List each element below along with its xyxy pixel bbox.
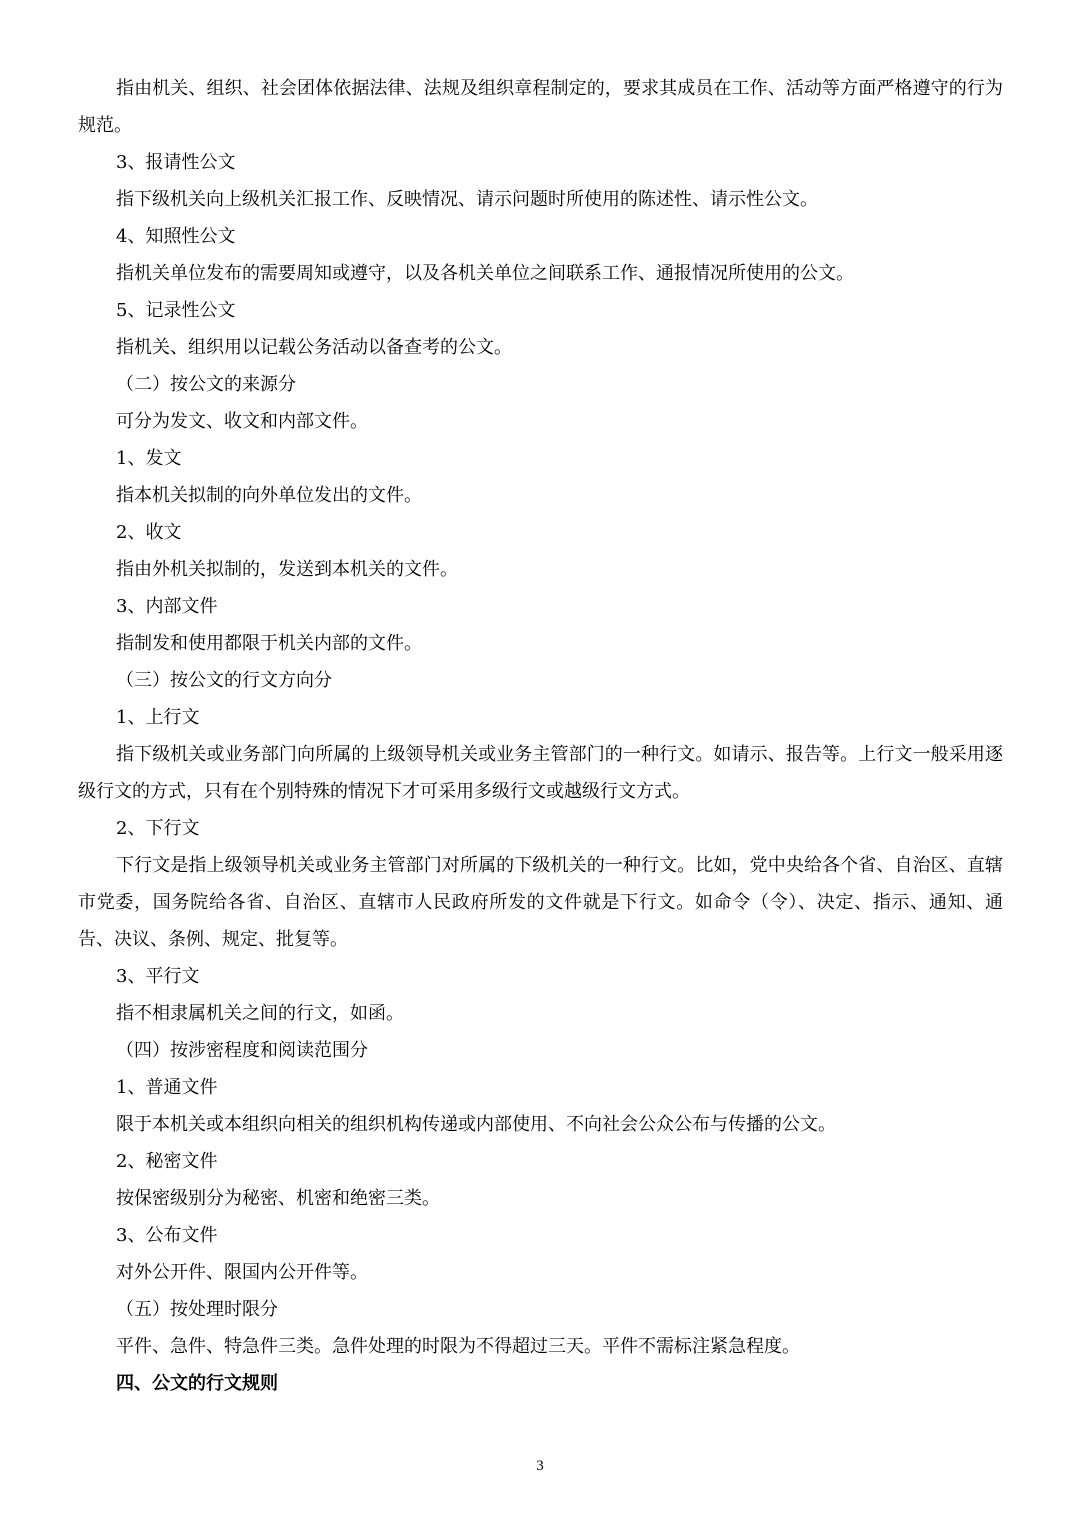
subsection-heading: 5、记录性公文 bbox=[116, 300, 236, 321]
subsection-heading: 2、收文 bbox=[116, 522, 182, 543]
section-heading: （五）按处理时限分 bbox=[116, 1299, 278, 1320]
subsection-heading: 1、普通文件 bbox=[116, 1077, 218, 1098]
chapter-heading: 四、公文的行文规则 bbox=[116, 1373, 278, 1394]
section-heading: （四）按涉密程度和阅读范围分 bbox=[116, 1040, 368, 1061]
paragraph: 指不相隶属机关之间的行文，如函。 bbox=[116, 1003, 404, 1024]
subsection-heading: 3、平行文 bbox=[116, 966, 200, 987]
paragraph: 指下级机关或业务部门向所属的上级领导机关或业务主管部门的一种行文。如请示、报告等。上行文一般采用逐级行文的方式，只有在个别特殊的情况下才可采用多级行文或越级行文方式。 bbox=[78, 744, 1003, 802]
subsection-heading: 1、发文 bbox=[116, 448, 182, 469]
document-page bbox=[78, 70, 1003, 1402]
paragraph: 按保密级别分为秘密、机密和绝密三类。 bbox=[116, 1188, 440, 1209]
paragraph: 下行文是指上级领导机关或业务主管部门对所属的下级机关的一种行文。比如，党中央给各个省、自治区、直辖市党委，国务院给各省、自治区、直辖市人民政府所发的文件就是下行文。如命令（令）、决定、指示、通知、通告、决议、条例、规定、批复等。 bbox=[78, 855, 1003, 950]
subsection-heading: 2、下行文 bbox=[116, 818, 200, 839]
paragraph: 指下级机关向上级机关汇报工作、反映情况、请示问题时所使用的陈述性、请示性公文。 bbox=[116, 189, 818, 210]
paragraph: 平件、急件、特急件三类。急件处理的时限为不得超过三天。平件不需标注紧急程度。 bbox=[116, 1336, 800, 1357]
paragraph: 指机关单位发布的需要周知或遵守，以及各机关单位之间联系工作、通报情况所使用的公文。 bbox=[116, 263, 854, 284]
paragraph: 限于本机关或本组织向相关的组织机构传递或内部使用、不向社会公众公布与传播的公文。 bbox=[116, 1114, 836, 1135]
paragraph: 指制发和使用都限于机关内部的文件。 bbox=[116, 633, 422, 654]
section-heading: （三）按公文的行文方向分 bbox=[116, 670, 332, 691]
paragraph: 指机关、组织用以记载公务活动以备查考的公文。 bbox=[116, 337, 512, 358]
paragraph: 指本机关拟制的向外单位发出的文件。 bbox=[116, 485, 422, 506]
subsection-heading: 1、上行文 bbox=[116, 707, 200, 728]
subsection-heading: 4、知照性公文 bbox=[116, 226, 236, 247]
paragraph: 可分为发文、收文和内部文件。 bbox=[116, 411, 368, 432]
page-number: 3 bbox=[536, 1458, 544, 1474]
section-heading: （二）按公文的来源分 bbox=[116, 374, 296, 395]
paragraph: 指由机关、组织、社会团体依据法律、法规及组织章程制定的，要求其成员在工作、活动等方面严格遵守的行为规范。 bbox=[78, 78, 1003, 136]
subsection-heading: 3、报请性公文 bbox=[116, 152, 236, 173]
paragraph: 指由外机关拟制的，发送到本机关的文件。 bbox=[116, 559, 458, 580]
subsection-heading: 2、秘密文件 bbox=[116, 1151, 218, 1172]
subsection-heading: 3、公布文件 bbox=[116, 1225, 218, 1246]
paragraph: 对外公开件、限国内公开件等。 bbox=[116, 1262, 368, 1283]
subsection-heading: 3、内部文件 bbox=[116, 596, 218, 617]
